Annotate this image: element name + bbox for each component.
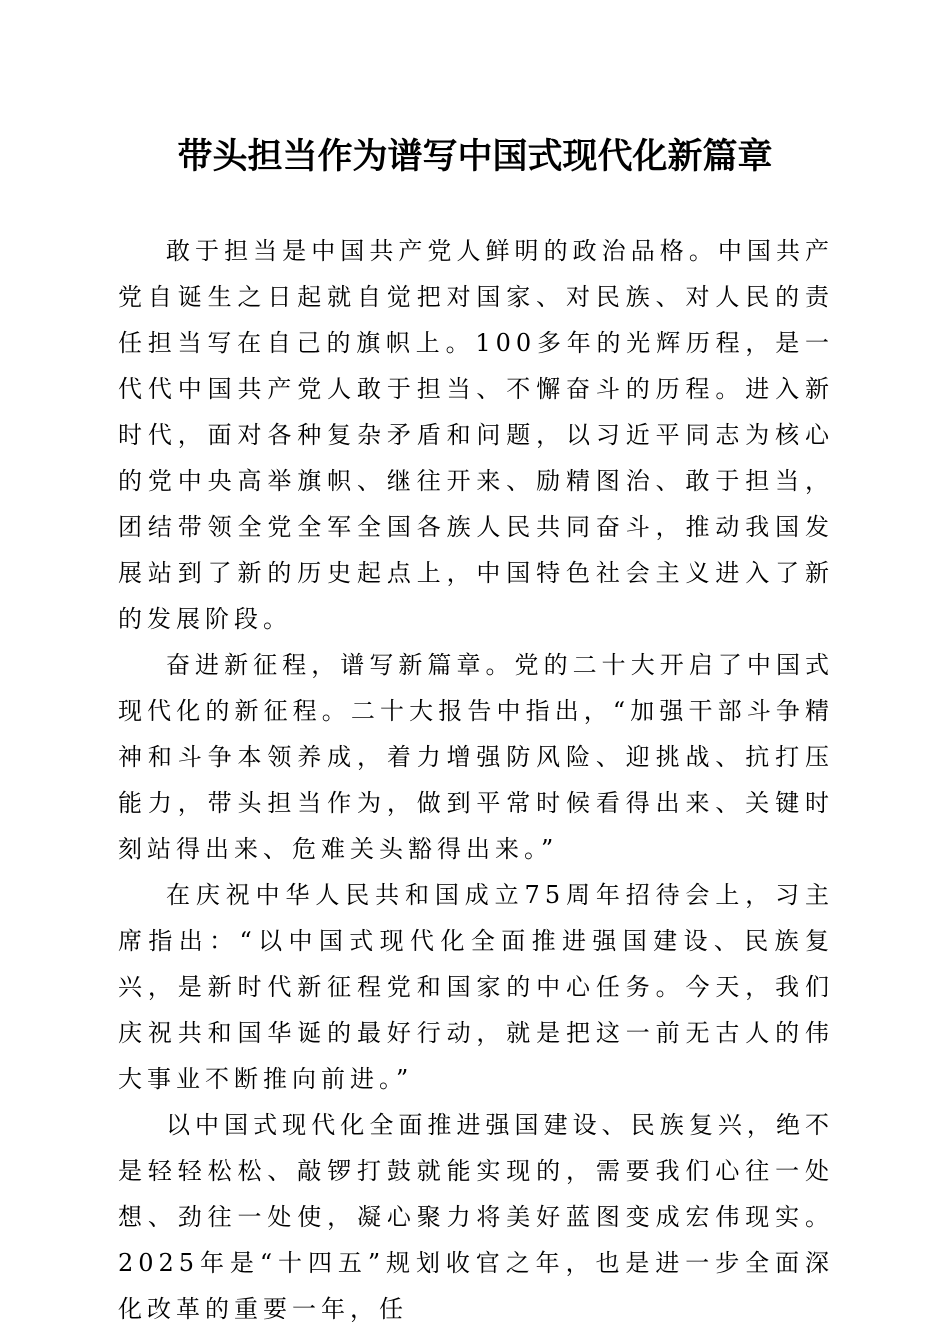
document-title: 带头担当作为谱写中国式现代化新篇章	[177, 136, 773, 177]
paragraph: 奋进新征程，谱写新篇章。党的二十大开启了中国式现代化的新征程。二十大报告中指出，“加强干部斗争精神和斗争本领养成，着力增强防风险、迎挑战、抗打压能力，带头担当作为，做到平常时候看得出来、关键时刻站得出来、危难关头豁得出来。”	[118, 651, 834, 863]
paragraph: 敢于担当是中国共产党人鲜明的政治品格。中国共产党自诞生之日起就自觉把对国家、对民族、对人民的责任担当写在自己的旗帜上。100多年的光辉历程，是一代代中国共产党人敢于担当、不懈奋斗的历程。进入新时代，面对各种复杂矛盾和问题，以习近平同志为核心的党中央高举旗帜、继往开来、励精图治、敢于担当，团结带领全党全军全国各族人民共同奋斗，推动我国发展站到了新的历史起点上，中国特色社会主义进入了新的发展阶段。	[118, 237, 834, 633]
document-body	[118, 228, 834, 1332]
paragraph: 在庆祝中华人民共和国成立75周年招待会上，习主席指出：“以中国式现代化全面推进强国建设、民族复兴，是新时代新征程党和国家的中心任务。今天，我们庆祝共和国华诞的最好行动，就是把这一前无古人的伟大事业不断推向前进。”	[118, 881, 834, 1093]
paragraph: 以中国式现代化全面推进强国建设、民族复兴，绝不是轻轻松松、敲锣打鼓就能实现的，需要我们心往一处想、劲往一处使，凝心聚力将美好蓝图变成宏伟现实。2025年是“十四五”规划收官之年，也是进一步全面深化改革的重要一年，任	[118, 1111, 834, 1323]
